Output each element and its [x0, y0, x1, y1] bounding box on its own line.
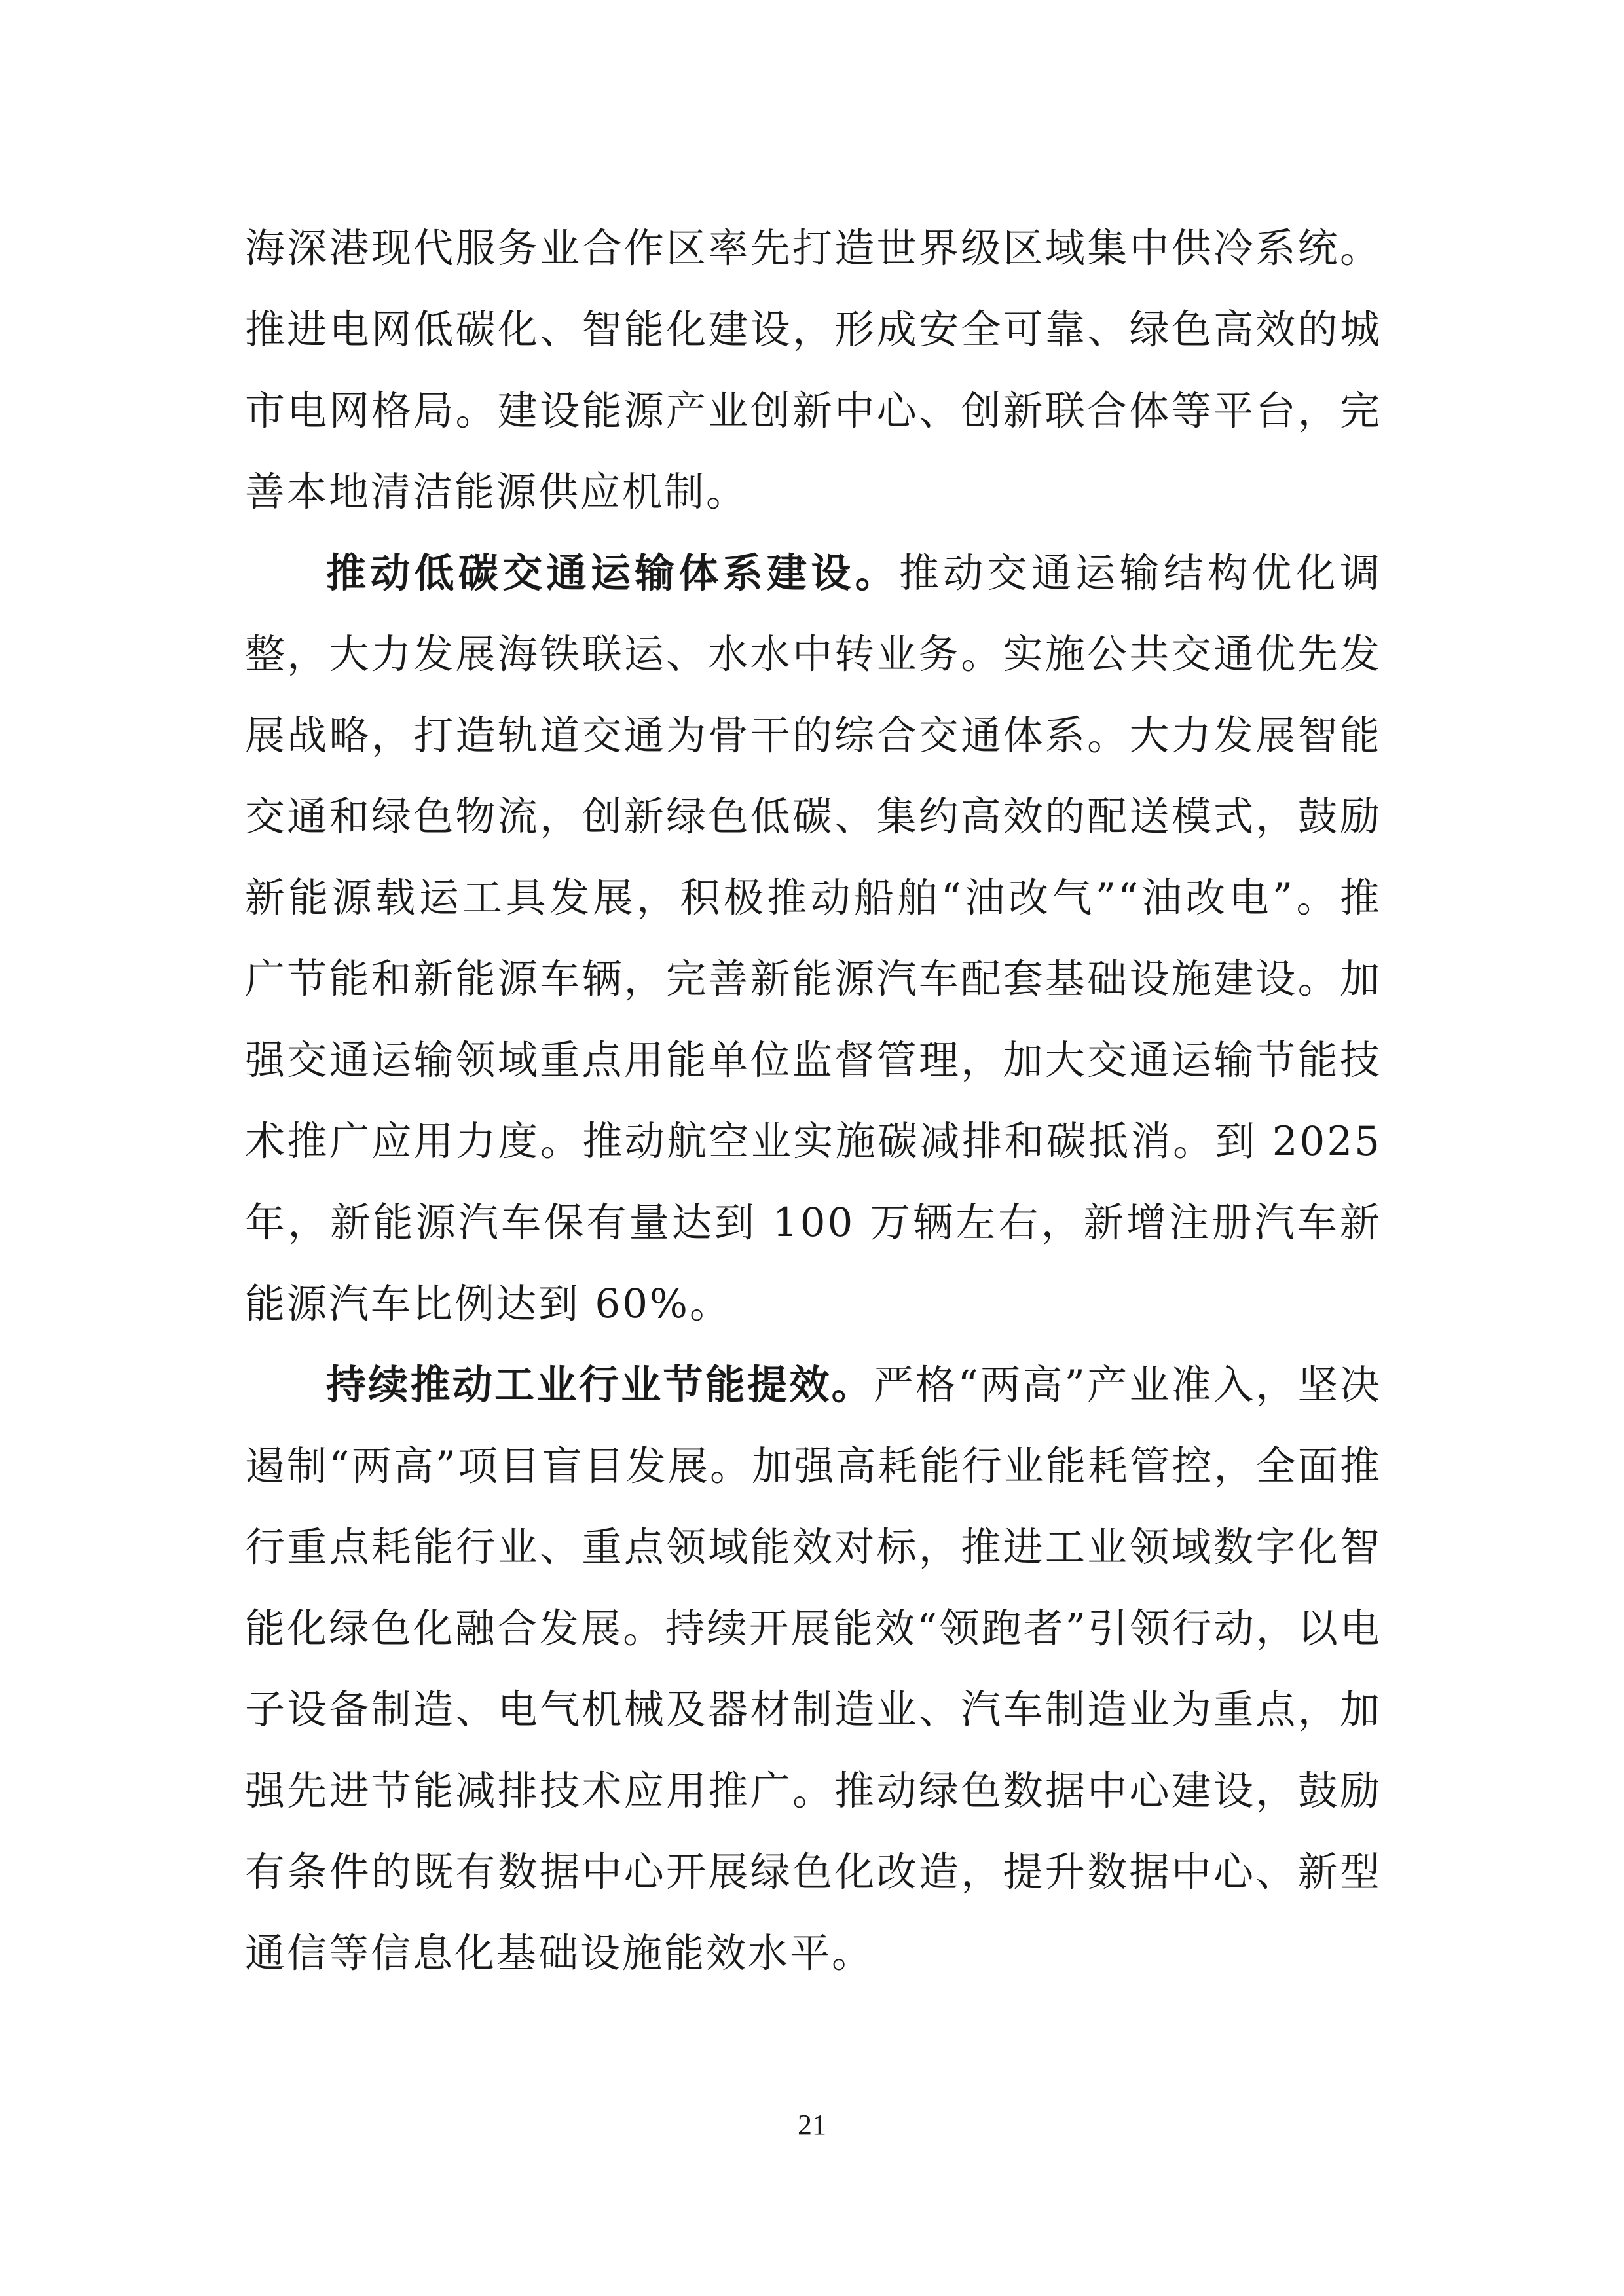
paragraph-industrial-efficiency — [245, 1345, 1382, 1994]
paragraph-heading: 持续推动工业行业节能提效。 — [326, 1362, 874, 1408]
page-number: 21 — [798, 2109, 826, 2141]
paragraph-text: 严格“两高”产业准入，坚决遏制“两高”项目盲目发展。加强高耗能行业能耗管控，全面推行重点耗能行业、重点领域能效对标，推进工业领域数字化智能化绿色化融合发展。持续开展能效“领跑者”引领行动，以电子设备制造、电气机械及器材制造业、汽车制造业为重点，加强先进节能减排技术应用推广。推动绿色数据中心建设，鼓励有条件的既有数据中心开展绿色化改造，提升数据中心、新型通信等信息化基础设施能效水平。 — [245, 1362, 1382, 1977]
paragraph-low-carbon-transport — [245, 533, 1382, 1345]
paragraph-heading: 推动低碳交通运输体系建设。 — [326, 550, 899, 596]
paragraph-text: 海深港现代服务业合作区率先打造世界级区域集中供冷系统。推进电网低碳化、智能化建设，形成安全可靠、绿色高效的城市电网格局。建设能源产业创新中心、创新联合体等平台，完善本地清洁能源供应机制。 — [245, 225, 1382, 515]
document-body — [245, 208, 1382, 1994]
paragraph-continued — [245, 208, 1382, 533]
paragraph-text: 推动交通运输结构优化调整，大力发展海铁联运、水水中转业务。实施公共交通优先发展战略，打造轨道交通为骨干的综合交通体系。大力发展智能交通和绿色物流，创新绿色低碳、集约高效的配送模式，鼓励新能源载运工具发展，积极推动船舶“油改气”“油改电”。推广节能和新能源车辆，完善新能源汽车配套基础设施建设。加强交通运输领域重点用能单位监督管理，加大交通运输节能技术推广应用力度。推动航空业实施碳减排和碳抵消。到 2025 年，新能源汽车保有量达到 100 万辆左右，新增注册汽车新能源汽车比例达到 60%。 — [245, 550, 1382, 1327]
